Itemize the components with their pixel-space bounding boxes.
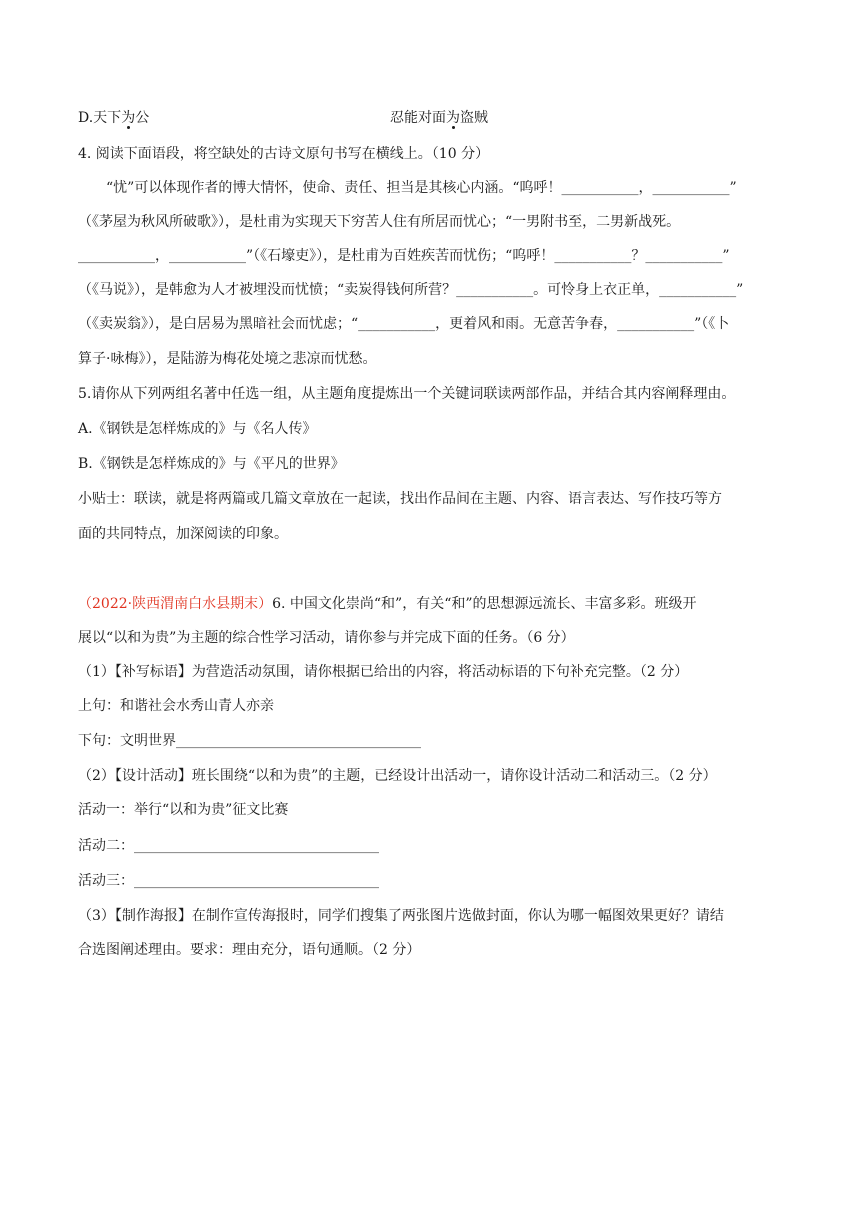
q5-option-b: B.《钢铁是怎样炼成的》与《平凡的世界》: [78, 456, 345, 472]
q6-part-3-line-2: 合选图阐述理由。要求：理由充分，语句通顺。（2 分）: [78, 942, 421, 958]
option-d: [78, 108, 149, 128]
q6-line-2: 展以“以和为贵”为主题的综合性学习活动，请你参与并完成下面的任务。（6 分）: [78, 630, 575, 646]
q6-activity-1: 活动一：举行“以和为贵”征文比赛: [78, 802, 289, 818]
q4-line-3: ___________，___________”（《石壕吏》），是杜甫为百姓疾苦而忧伤；“呜呼！___________？___________”: [78, 248, 730, 264]
q4-title: 4. 阅读下面语段，将空缺处的古诗文原句书写在横线上。（10 分）: [78, 146, 490, 162]
q6-part-3-line-1: （3）【制作海报】在制作宣传海报时，同学们搜集了两张图片选做封面，你认为哪一幅图效果更好？请结: [78, 908, 724, 924]
q5-title: 5.请你从下列两组名著中任选一组，从主题角度提炼出一个关键词联读两部作品，并结合其内容阐释理由。: [78, 386, 736, 402]
q6-part-2: （2）【设计活动】班长围绕“以和为贵”的主题，已经设计出活动一，请你设计活动二和活动三。（2 分）: [78, 768, 717, 784]
q6-upper-line: 上句：和谐社会水秀山青人亦亲: [78, 698, 274, 714]
q6-part-1: （1）【补写标语】为营造活动氛围，请你根据已给出的内容，将活动标语的下句补充完整。（2 分）: [78, 664, 689, 680]
option-d-left: D.天下为公: [78, 110, 150, 126]
q6-line-1: [78, 594, 697, 614]
q6-source: （2022·陕西渭南白水县期末）: [78, 596, 273, 612]
q6-activity-3: 活动三：___________________________________: [78, 873, 379, 889]
q4-line-2: （《茅屋为秋风所破歌》），是杜甫为实现天下穷苦人住有所居而忧心；“一男附书至，二男新战死。: [78, 214, 681, 230]
q4-line-6: 算子·咏梅》），是陆游为梅花处境之悲凉而忧愁。: [78, 351, 377, 367]
q4-line-4: （《马说》），是韩愈为人才被埋没而忧愤；“卖炭得钱何所营？___________。可怜身上衣正单，___________”: [78, 282, 744, 298]
q6-activity-2: 活动二：___________________________________: [78, 838, 379, 854]
q5-tip-line-2: 面的共同特点，加深阅读的印象。: [78, 526, 288, 542]
q6-line-1-text: 6. 中国文化崇尚“和”，有关“和”的思想源远流长、丰富多彩。班级开: [272, 596, 697, 612]
q5-option-a: A.《钢铁是怎样炼成的》与《名人传》: [78, 421, 317, 437]
q4-line-1: “忧”可以体现作者的博大情怀，使命、责任、担当是其核心内涵。“呜呼！___________，___________”: [106, 180, 737, 196]
q6-lower-line: 下句：文明世界___________________________________: [78, 733, 421, 749]
q5-tip-line-1: 小贴士：联读，就是将两篇或几篇文章放在一起读，找出作品间在主题、内容、语言表达、写作技巧等方: [78, 491, 722, 507]
q4-line-5: （《卖炭翁》），是白居易为黑暗社会而忧虑；“___________，更着风和雨。无意苦争春，___________”（《卜: [78, 316, 730, 332]
option-d-right: 忍能对面为盗贼: [390, 110, 488, 126]
